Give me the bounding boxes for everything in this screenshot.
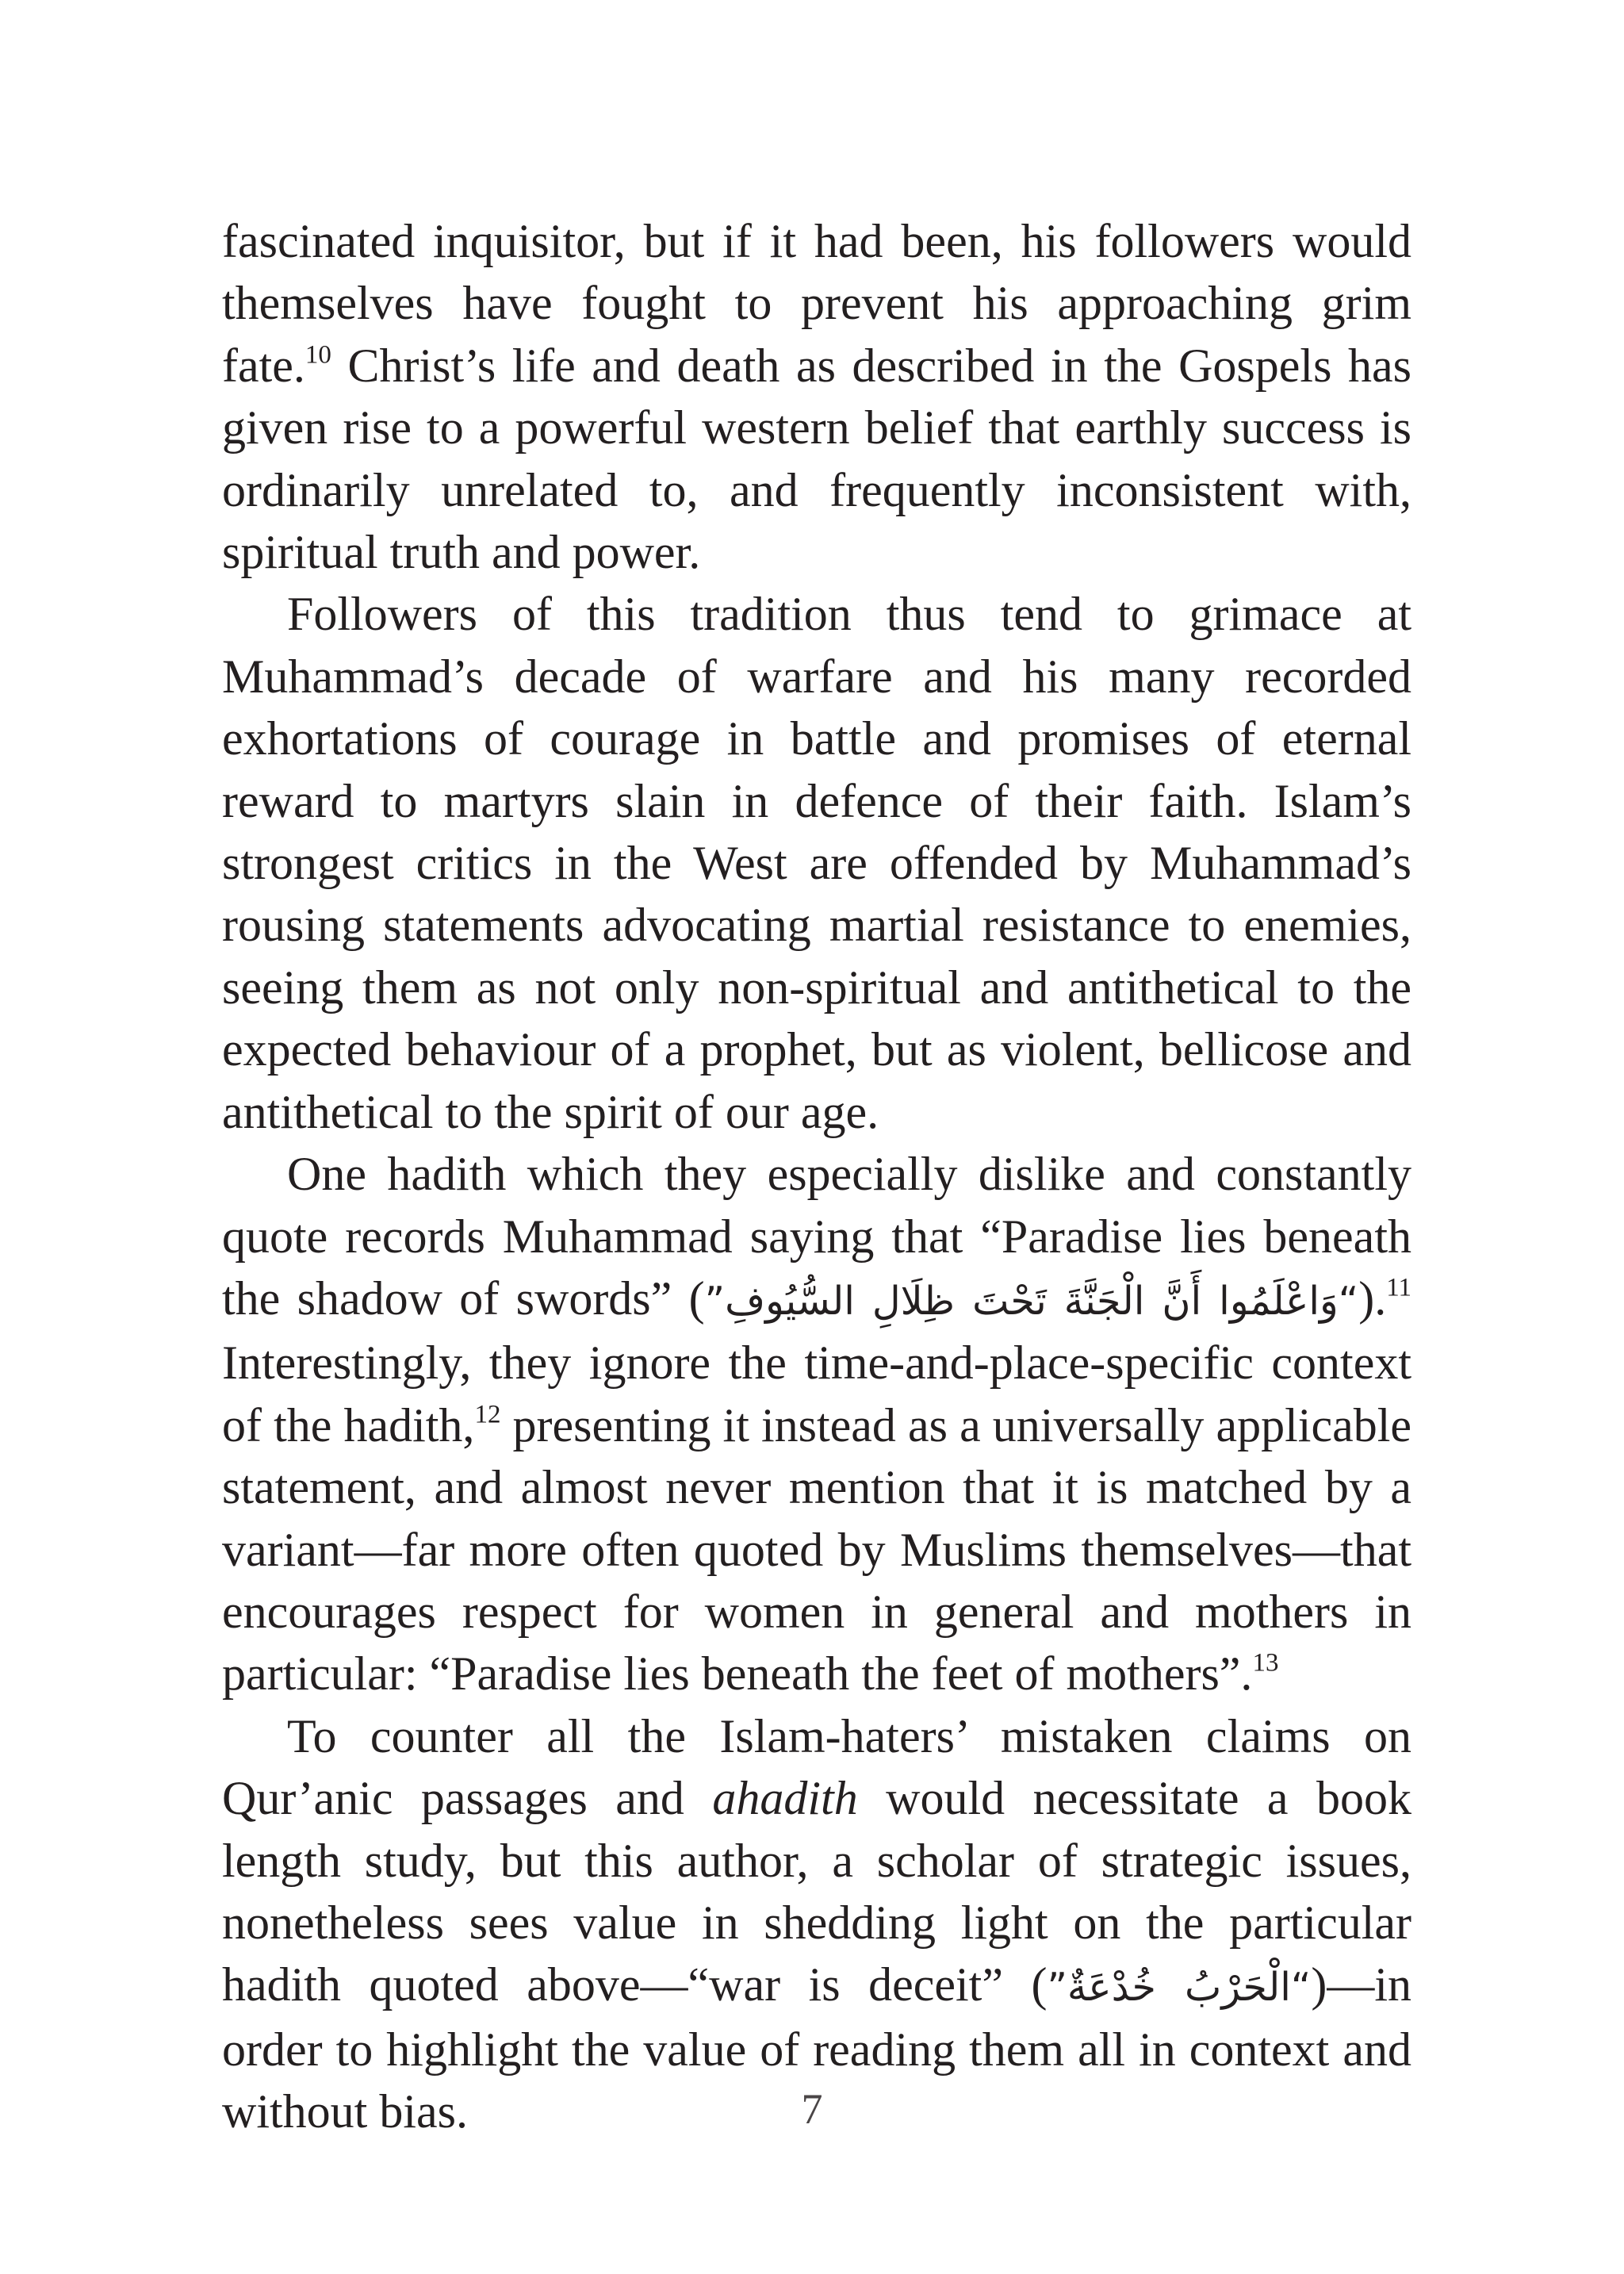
text-run: ). [1358, 1271, 1387, 1325]
text-run: )—in order to highlight the value of reading them all in context and without bias. [222, 1958, 1411, 2138]
text-run: Interestingly, they ignore the time-and-place-specific context of the hadith, [222, 1336, 1411, 1451]
arabic-quote: “وَاعْلَمُوا أَنَّ الْجَنَّةَ تَحْتَ ظِلَالِ السُّيُوفِ” [704, 1277, 1359, 1324]
footnote-marker: 12 [474, 1399, 501, 1428]
paragraph [222, 1143, 1411, 1705]
text-run: would necessitate a book length study, but this author, a scholar of strategic issues, nonetheless sees value in shedding light on the particular hadith quoted above—“war is deceit” ( [222, 1772, 1411, 2011]
text-run: One hadith which they especially dislike and constantly quote records Muhammad saying that “Paradise lies beneath the shadow of swords” ( [222, 1148, 1411, 1325]
text-run: Followers of this tradition thus tend to grimace at Muhammad’s decade of warfare and his many recorded exhortations of courage in battle and promises of eternal reward to martyrs slain in defence of their faith. Islam’s strongest critics in the West are offended by Muhammad’s rousing statements advocating martial resistance to enemies, seeing them as not only non-spiritual and antithetical to the expected behaviour of a prophet, but as violent, bellicose and antithetical to the spirit of our age. [222, 588, 1411, 1138]
footnote-marker: 11 [1386, 1273, 1411, 1302]
body-text [222, 210, 1411, 2143]
footnote-marker: 10 [304, 340, 331, 370]
text-run: fascinated inquisitor, but if it had been, his followers would themselves have fought to prevent his approaching grim fate. [222, 215, 1411, 392]
paragraph [222, 583, 1411, 1143]
paragraph [222, 210, 1411, 583]
page-number: 7 [801, 2085, 823, 2133]
text-run: presenting it instead as a universally applicable statement, and almost never mention that it is matched by a variant—far more often quoted by Muslims themselves—that encourages respect for women in general and mothers in particular: “Paradise lies beneath the feet of mothers”. [222, 1398, 1412, 1701]
text-run: Christ’s life and death as described in the Gospels has given rise to a powerful western belief that earthly success is ordinarily unrelated to, and frequently inconsistent with, spiritual truth and power. [222, 339, 1411, 579]
footnote-marker: 13 [1252, 1648, 1279, 1678]
italic-term: ahadith [712, 1772, 858, 1825]
arabic-quote: “الْحَرْبُ خُدْعَةٌ” [1047, 1964, 1312, 2011]
paragraph [222, 1705, 1411, 2143]
text-run: To counter all the Islam-haters’ mistaken claims on Qur’anic passages and [222, 1709, 1411, 1825]
